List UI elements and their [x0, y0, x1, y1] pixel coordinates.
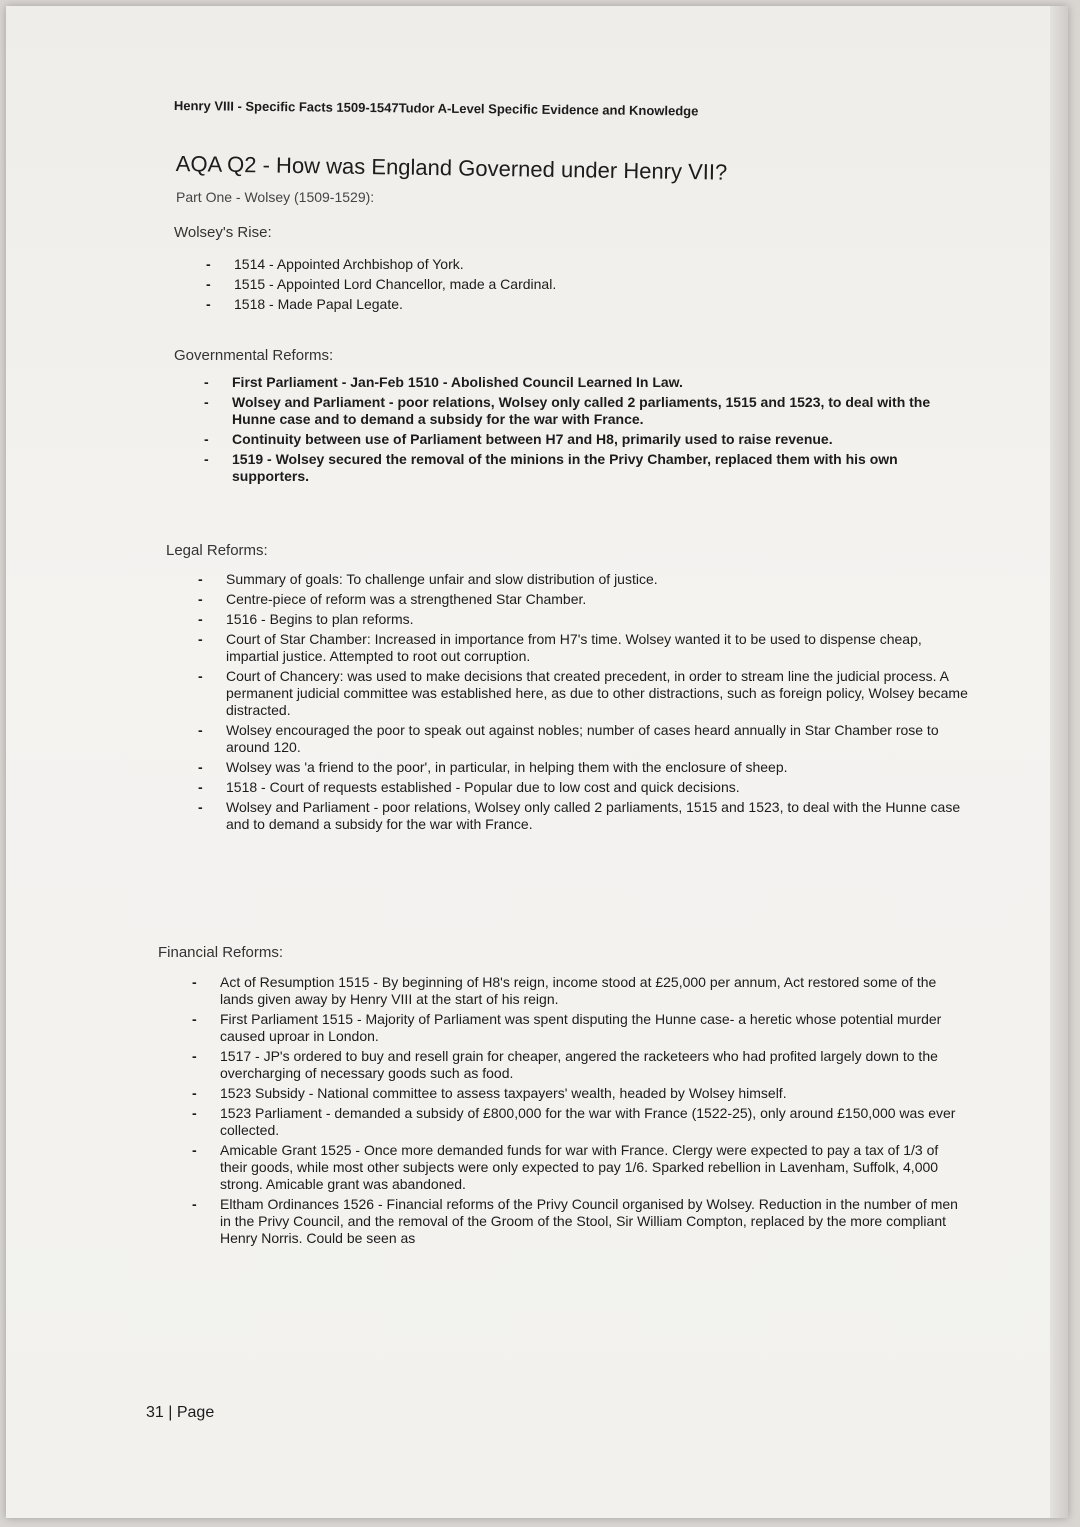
list-item: - Continuity between use of Parliament between H7 and H8, primarily used to raise revenue. — [232, 431, 962, 448]
list-item: - 1514 - Appointed Archbishop of York. — [234, 256, 934, 273]
section-heading-governmental: Governmental Reforms: — [174, 347, 334, 364]
list-item: - First Parliament 1515 - Majority of Parliament was spent disputing the Hunne case- a heretic whose potential murder caused uproar in London. — [220, 1011, 960, 1045]
list-item: - Wolsey encouraged the poor to speak out against nobles; number of cases heard annually in Star Chamber rose to around 120. — [226, 722, 968, 756]
list-item: - Amicable Grant 1525 - Once more demanded funds for war with France. Clergy were expected to pay a tax of 1/3 of their goods, while most other subjects were only expected to pay 1/6. Sparked rebellion in Lavenham, Suffolk, 4,000 strong. Amicable grant was abandoned. — [220, 1142, 960, 1193]
legal-list — [226, 571, 968, 836]
list-item: - Eltham Ordinances 1526 - Financial reforms of the Privy Council organised by Wolsey. Reduction in the number of men in the Privy Council, and the removal of the Groom of the Stool, Sir William Compton, replaced by the more compliant Henry Norris. Could be seen as — [220, 1196, 960, 1247]
list-item: - 1517 - JP's ordered to buy and resell grain for cheaper, angered the racketeers who had profited largely down to the overcharging of necessary goods such as food. — [220, 1048, 960, 1082]
page-content — [6, 6, 1068, 1518]
page-title: AQA Q2 - How was England Governed under Henry VII? — [175, 151, 728, 185]
list-item: - First Parliament - Jan-Feb 1510 - Abolished Council Learned In Law. — [232, 374, 962, 391]
list-item: - Court of Chancery: was used to make decisions that created precedent, in order to stream line the judicial process. A permanent judicial committee was established here, as due to other distractions, such as foreign policy, Wolsey became distracted. — [226, 668, 968, 719]
list-item: - Centre-piece of reform was a strengthened Star Chamber. — [226, 591, 968, 608]
governmental-list — [232, 374, 962, 488]
rise-list — [234, 256, 934, 316]
list-item: - 1523 Subsidy - National committee to assess taxpayers' wealth, headed by Wolsey himself. — [220, 1085, 960, 1102]
list-item: - Wolsey and Parliament - poor relations, Wolsey only called 2 parliaments, 1515 and 1523, to deal with the Hunne case and to demand a subsidy for the war with France. — [232, 394, 962, 428]
list-item: - Wolsey and Parliament - poor relations, Wolsey only called 2 parliaments, 1515 and 1523, to deal with the Hunne case and to demand a subsidy for the war with France. — [226, 799, 968, 833]
running-header: Henry VIII - Specific Facts 1509-1547Tudor A-Level Specific Evidence and Knowledge — [173, 98, 699, 119]
list-item: - 1523 Parliament - demanded a subsidy of £800,000 for the war with France (1522-25), only around £150,000 was ever collected. — [220, 1105, 960, 1139]
list-item: - 1518 - Court of requests established - Popular due to low cost and quick decisions. — [226, 779, 968, 796]
list-item: - Act of Resumption 1515 - By beginning of H8's reign, income stood at £25,000 per annum, Act restored some of the lands given away by Henry VIII at the start of his reign. — [220, 974, 960, 1008]
list-item: - Summary of goals: To challenge unfair and slow distribution of justice. — [226, 571, 968, 588]
section-heading-legal: Legal Reforms: — [166, 542, 268, 559]
section-heading-rise: Wolsey's Rise: — [174, 224, 272, 241]
list-item: - Court of Star Chamber: Increased in importance from H7's time. Wolsey wanted it to be used to dispense cheap, impartial justice. Attempted to root out corruption. — [226, 631, 968, 665]
page-number: 31 | Page — [146, 1404, 215, 1421]
list-item: - 1518 - Made Papal Legate. — [234, 296, 934, 313]
financial-list — [220, 974, 960, 1250]
list-item: - Wolsey was 'a friend to the poor', in particular, in helping them with the enclosure of sheep. — [226, 759, 968, 776]
section-heading-financial: Financial Reforms: — [158, 944, 284, 961]
list-item: - 1516 - Begins to plan reforms. — [226, 611, 968, 628]
list-item: - 1515 - Appointed Lord Chancellor, made a Cardinal. — [234, 276, 934, 293]
list-item: - 1519 - Wolsey secured the removal of the minions in the Privy Chamber, replaced them with his own supporters. — [232, 451, 962, 485]
part-heading: Part One - Wolsey (1509-1529): — [176, 189, 375, 205]
document-page — [6, 6, 1068, 1518]
